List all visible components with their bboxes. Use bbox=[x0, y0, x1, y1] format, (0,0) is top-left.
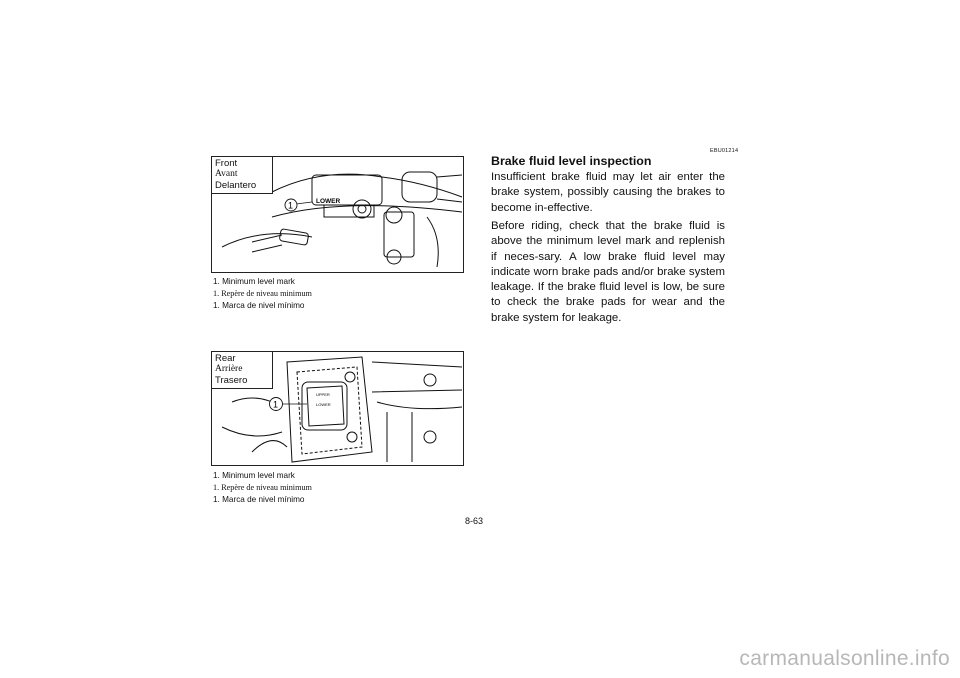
rear-callout-number: 1 bbox=[273, 399, 279, 410]
front-caption-en: 1. Minimum level mark bbox=[213, 277, 295, 286]
paragraph-before-riding: Before riding, check that the brake fluid is above the minimum level mark and replenish if neces-sary. A low brake fluid level may indicate worn brake pads and/or brake system leakage. If the brake fluid level is low, be sure to check the brake pads for wear and the brake system for leakage. bbox=[491, 220, 725, 324]
front-caption-es: 1. Marca de nivel mínimo bbox=[213, 301, 305, 310]
front-label-fr: Avant bbox=[215, 169, 238, 179]
rear-lower-engraving: LOWER bbox=[316, 402, 331, 407]
front-lower-engraving: LOWER bbox=[316, 198, 341, 205]
rear-label-fr: Arrière bbox=[215, 364, 243, 374]
front-brake-figure bbox=[211, 156, 464, 273]
section-code: EBU01214 bbox=[710, 148, 739, 154]
rear-caption-es: 1. Marca de nivel mínimo bbox=[213, 495, 305, 504]
front-callout-number: 1 bbox=[288, 200, 294, 211]
rear-figure-caption bbox=[213, 470, 312, 506]
paragraph-insufficient-fluid: Insufficient brake fluid may let air enter the brake system, possibly causing the brakes to become in-effective. bbox=[491, 171, 725, 214]
section-heading: Brake fluid level inspection bbox=[491, 154, 652, 168]
front-figure-label bbox=[212, 157, 273, 194]
watermark: carmanualsonline.info bbox=[739, 647, 950, 670]
rear-label-es: Trasero bbox=[215, 375, 248, 386]
rear-upper-engraving: UPPER bbox=[316, 392, 330, 397]
rear-label-en: Rear bbox=[215, 353, 236, 364]
page-number: 8-63 bbox=[465, 516, 484, 526]
rear-caption-en: 1. Minimum level mark bbox=[213, 471, 295, 480]
front-label-en: Front bbox=[215, 158, 238, 169]
rear-caption-fr: 1. Repère de niveau minimum bbox=[213, 483, 312, 492]
front-label-es: Delantero bbox=[215, 180, 257, 191]
rear-figure-label bbox=[212, 352, 273, 389]
front-caption-fr: 1. Repère de niveau minimum bbox=[213, 289, 312, 298]
rear-brake-figure bbox=[211, 351, 464, 466]
front-figure-caption bbox=[213, 276, 312, 312]
